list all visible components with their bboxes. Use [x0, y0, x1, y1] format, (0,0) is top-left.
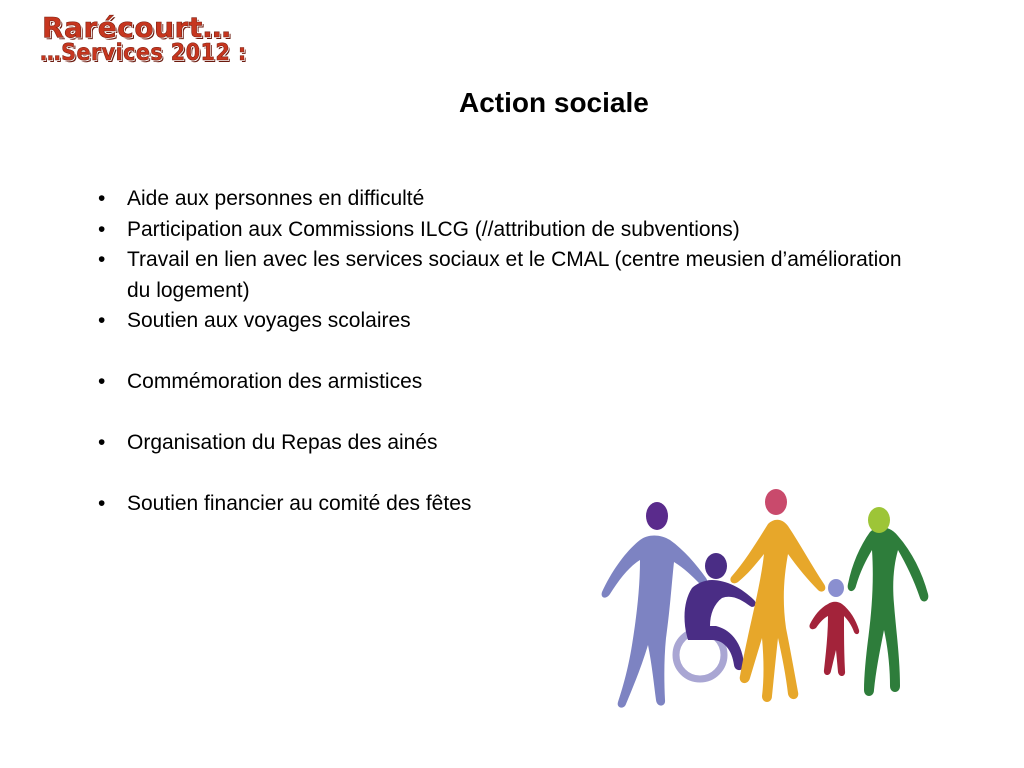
bullet-text: Soutien financier au comité des fêtes	[127, 492, 472, 515]
bullet-dot: •	[98, 248, 106, 271]
woman-head	[765, 489, 787, 515]
bullet-text: Organisation du Repas des ainés	[127, 431, 438, 454]
bullet-dot: •	[98, 187, 106, 210]
child-head	[828, 579, 844, 597]
bullet-item	[96, 245, 926, 306]
bullet-item	[96, 428, 926, 459]
brand-title: Rarécourt…	[42, 11, 232, 44]
woman-body	[730, 520, 825, 702]
bullet-dot: •	[98, 370, 106, 393]
bullet-dot: •	[98, 431, 106, 454]
bullet-text: Travail en lien avec les services sociaux et le CMAL (centre meusien d’amélioration du logement)	[127, 248, 902, 302]
bullet-text: Participation aux Commissions ILCG (//attribution de subventions)	[127, 217, 740, 241]
bullet-text: Soutien aux voyages scolaires	[127, 309, 411, 332]
adult-right-head	[868, 507, 890, 533]
slide-title: Action sociale	[459, 87, 649, 118]
child-figure	[809, 579, 859, 676]
adult-right-body	[848, 527, 929, 696]
bullet-text: Commémoration des armistices	[127, 370, 423, 393]
bullet-dot: •	[98, 217, 106, 241]
bullet-item	[96, 367, 926, 398]
bullet-text: Aide aux personnes en difficulté	[127, 187, 425, 210]
brand-subtitle: …Services 2012 :	[40, 40, 247, 66]
adult-left-head	[646, 502, 668, 530]
bullet-dot: •	[98, 492, 106, 515]
bullet-list	[96, 184, 926, 520]
wheelchair-person-head	[705, 553, 727, 579]
bullet-item	[96, 184, 926, 215]
people-family-icon	[592, 480, 942, 712]
bullet-item	[96, 215, 926, 246]
child-body	[809, 602, 859, 676]
brand-logo	[40, 11, 270, 66]
adult-right-figure	[848, 507, 929, 696]
bullet-dot: •	[98, 309, 106, 332]
bullet-item	[96, 306, 926, 337]
